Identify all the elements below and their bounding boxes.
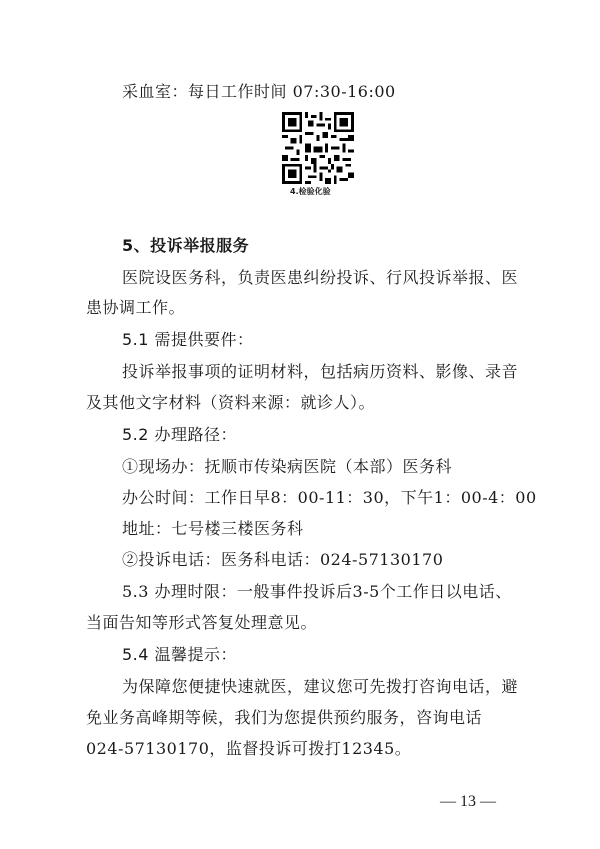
route-phone: ②投诉电话：医务科电话：024-57130170 <box>122 550 444 569</box>
paragraph-line: 投诉举报事项的证明材料，包括病历资料、影像、录音 <box>122 362 519 381</box>
office-hours: 办公时间：工作日早8：00-11：30，下午1：00-4：00 <box>122 488 537 507</box>
paragraph-line: 患协调工作。 <box>86 298 186 317</box>
section-5-title: 5、投诉举报服务 <box>122 236 250 255</box>
page-number: — 13 — <box>440 793 496 810</box>
paragraph-line: 024-57130170，监督投诉可拨打12345。 <box>86 739 412 758</box>
section-5-4-heading: 5.4 温馨提示： <box>122 645 238 664</box>
paragraph-line: 及其他文字材料（资料来源：就诊人）。 <box>86 393 376 412</box>
section-5-3-line: 5.3 办理时限：一般事件投诉后3-5个工作日以电话、 <box>122 582 512 601</box>
paragraph-line: 免业务高峰期等候，我们为您提供预约服务，咨询电话 <box>86 708 483 727</box>
paragraph-line: 医院设医务科，负责医患纠纷投诉、行风投诉举报、医 <box>122 268 519 287</box>
blood-room-hours: 采血室：每日工作时间 07:30-16:00 <box>122 82 396 101</box>
section-5-3-line: 当面告知等形式答复处理意见。 <box>86 613 318 632</box>
paragraph-line: 为保障您便捷快速就医，建议您可先拨打咨询电话，避 <box>122 677 519 696</box>
section-5-1-heading: 5.1 需提供要件： <box>122 330 254 349</box>
office-address: 地址：七号楼三楼医务科 <box>122 519 304 538</box>
qr-code-image <box>282 112 354 184</box>
section-5-2-heading: 5.2 办理路径： <box>122 425 238 444</box>
route-onsite: ①现场办：抚顺市传染病医院（本部）医务科 <box>122 457 453 476</box>
qr-caption: 4.检验化验 <box>290 187 331 196</box>
